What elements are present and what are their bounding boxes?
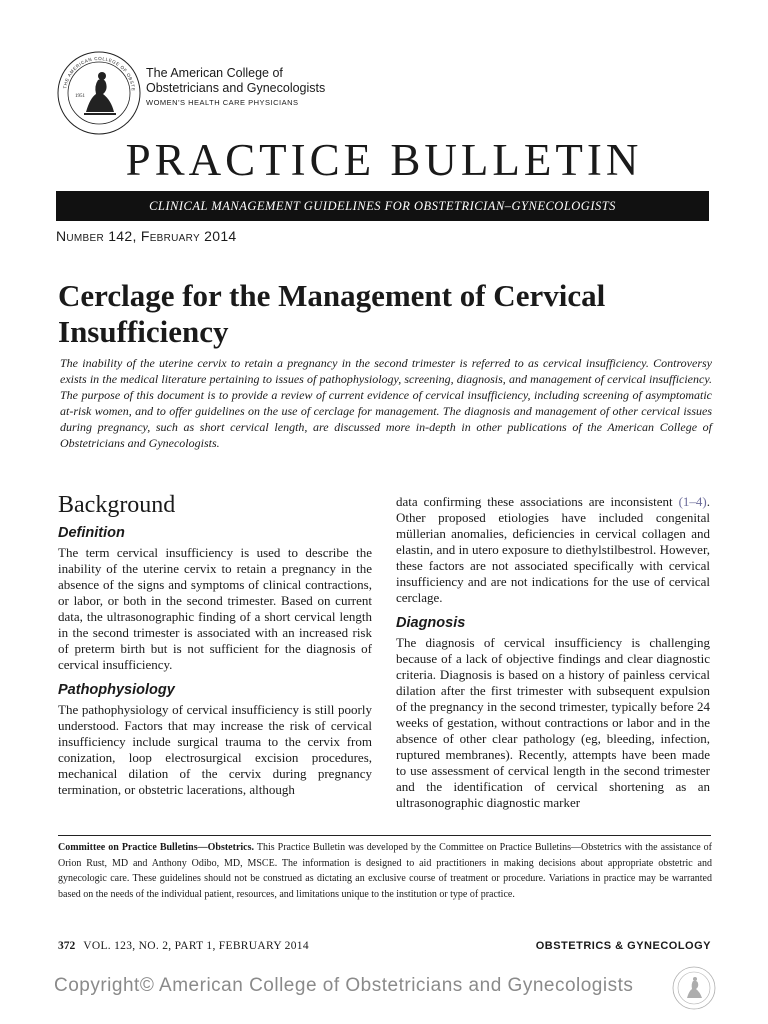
page-number: 372 <box>58 940 76 952</box>
subtitle-bar: CLINICAL MANAGEMENT GUIDELINES FOR OBSTETRICIAN–GYNECOLOGISTS <box>56 191 709 221</box>
org-name-line1: The American College of <box>146 66 283 80</box>
article-title: Cerclage for the Management of Cervical Insufficiency <box>58 278 606 349</box>
acog-seal-watermark-icon <box>672 966 716 1010</box>
org-tagline: WOMEN'S HEALTH CARE PHYSICIANS <box>146 98 299 107</box>
masthead-title: PRACTICE BULLETIN <box>125 135 643 185</box>
journal-name: OBSTETRICS & GYNECOLOGY <box>535 940 711 952</box>
etiologies-text-start: data confirming these associations are inconsistent <box>396 494 673 509</box>
left-column <box>58 490 372 798</box>
footnote-divider <box>58 835 711 836</box>
acog-seal-logo <box>56 50 142 136</box>
footnote-lead: Committee on Practice Bulletins—Obstetrics. <box>58 842 254 853</box>
subheading-pathophysiology: Pathophysiology <box>58 682 175 698</box>
subheading-definition: Definition <box>58 525 125 541</box>
paragraph-diagnosis: The diagnosis of cervical insufficiency is challenging because of a lack of objective findings and clear diagnostic criteria. Diagnosis is based on a history of painless cervical dilation after the first trimester with subsequent expulsion of the pregnancy in the second trimester, typically before 24 weeks of gestation, without contractions or labor and in the absence of other clear pathology (eg, bleeding, infection, ruptured membranes). Recently, attempts have been made to use assessment of cervical length in the second trimester and the identification of cervical shortening as an ultrasonographic diagnostic marker <box>396 635 710 810</box>
footnote-text: This Practice Bulletin was developed by the Committee on Practice Bulletins—Obstetrics with the assistance of Orion Rust, MD and Anthony Odibo, MD, MSCE. The information is designed to aid practitioners in making decisions about appropriate obstetric and gynecologic care. These guidelines should not be construed as dictating an exclusive course of treatment or procedure. Variations in practice may be warranted based on the needs of the individual patient, resources, and limitations unique to the institution or type of practice. <box>58 842 712 900</box>
paragraph-definition: The term cervical insufficiency is used to describe the inability of the uterine cervix to retain a pregnancy in the absence of the signs and symptoms of clinical contractions, or labor, or both in the second trimester. Based on current data, the ultrasonographic finding of a short cervical length in the second trimester is associated with an increased risk of preterm birth but is not sufficient for the diagnosis of cervical insufficiency. <box>58 545 372 672</box>
seal-year: 1951 <box>75 94 85 99</box>
copyright-watermark: Copyright© American College of Obstetricians and Gynecologists <box>54 975 634 996</box>
org-name-line2: Obstetricians and Gynecologists <box>146 81 326 95</box>
paragraph-pathophysiology: The pathophysiology of cervical insufficiency is still poorly understood. Factors that may increase the risk of cervical insufficiency include surgical trauma to the cervix from conization, loop electrosurgical excision procedures, mechanical dilation of the cervix during pregnancy termination, or obstetric lacerations, although <box>58 702 372 797</box>
article-abstract: The inability of the uterine cervix to retain a pregnancy in the second trimester is referred to as cervical insufficiency. Controversy exists in the medical literature pertaining to issues of pathophysiology, screening, diagnosis, and management of cervical insufficiency. The purpose of this document is to provide a review of current evidence of cervical insufficiency, including screening of asymptomatic at-risk women, and to offer guidelines on the use of cerclage for management. The diagnosis and management of other cervical issues during pregnancy, such as short cervical length, are discussed more in-depth in other publications of the American College of Obstetricians and Gynecologists. <box>60 356 712 450</box>
etiologies-text-end: . Other proposed etiologies have included congenital müllerian anomalies, deficiencies in cervical collagen and elastin, and in utero exposure to diethylstilbestrol. However, these factors are not associated specifically with cervical insufficiency and are not indications for the use of cervical cerclage. <box>396 494 710 605</box>
committee-footnote <box>58 840 712 902</box>
bulletin-number-text: Number 142, February 2014 <box>56 228 237 244</box>
org-name <box>146 66 325 107</box>
bulletin-number <box>56 228 237 244</box>
svg-text:THE AMERICAN COLLEGE OF OBSTET: THE AMERICAN COLLEGE OF OBSTE <box>62 55 137 92</box>
volume-info: VOL. 123, NO. 2, PART 1, FEBRUARY 2014 <box>83 940 309 952</box>
section-heading-background: Background <box>58 492 176 518</box>
page-folio <box>58 940 309 952</box>
citation-link[interactable]: (1–4) <box>678 494 707 509</box>
subheading-diagnosis: Diagnosis <box>396 615 466 631</box>
paragraph-etiologies <box>396 494 710 606</box>
right-column <box>396 494 710 811</box>
